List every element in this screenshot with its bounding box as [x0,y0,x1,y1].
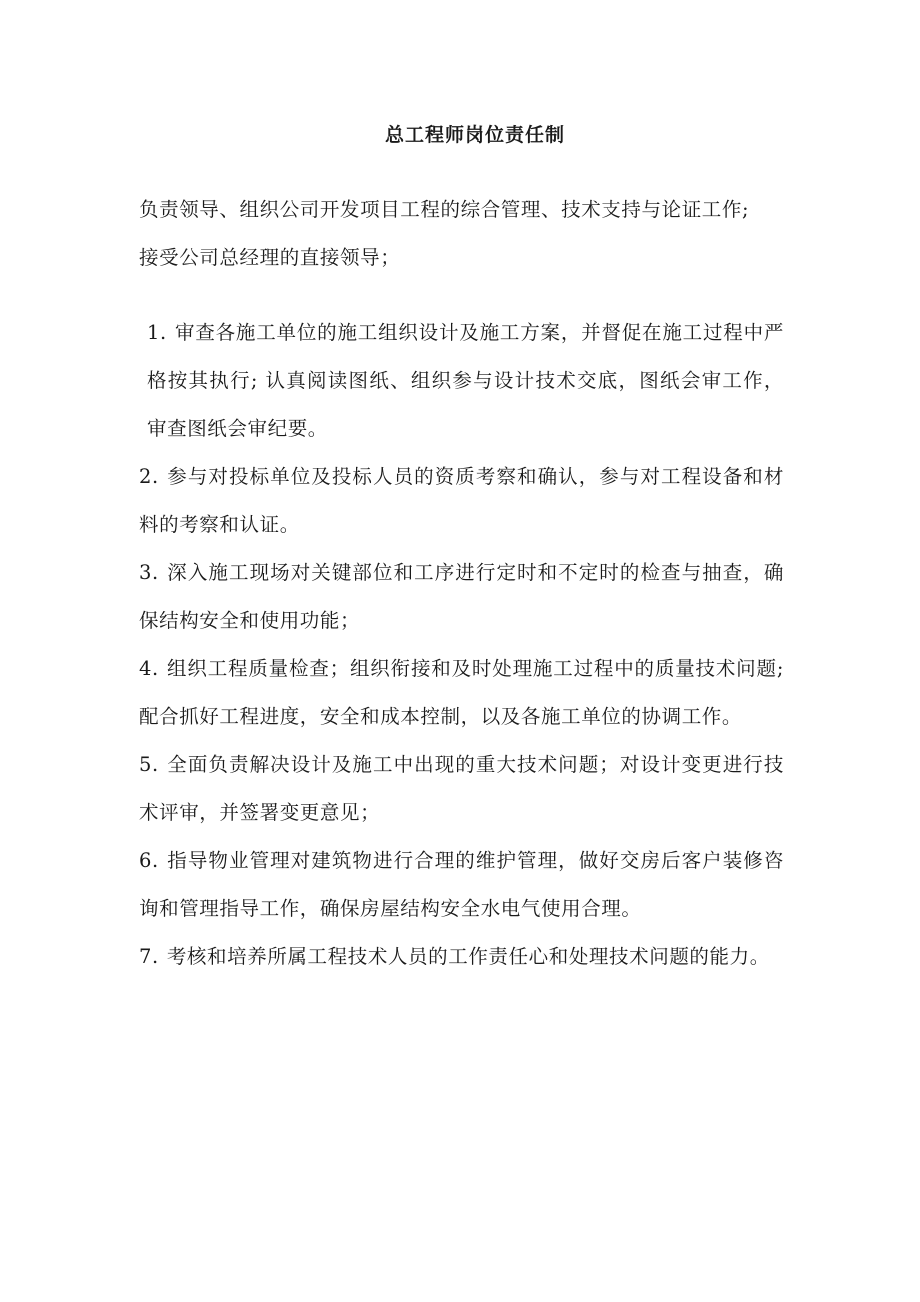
item-number: 5. [139,753,159,776]
list-item [139,453,784,549]
item-number: 4. [139,657,159,680]
item-number: 7. [139,945,159,968]
paragraph-spacer [139,282,784,309]
list-item [139,549,784,645]
item-text: 审查各施工单位的施工组织设计及施工方案，并督促在施工过程中严格按其执行; 认真阅读图纸、组织参与设计技术交底，图纸会审工作，审查图纸会审纪要。 [147,321,784,440]
item-number: 1. [147,321,167,344]
intro-line-2: 接受公司总经理的直接领导； [139,246,401,269]
document-title: 总工程师岗位责任制 [384,124,565,146]
item-text: 组织工程质量检查；组织衔接和及时处理施工过程中的质量技术问题; 配合抓好工程进度，安全和成本控制，以及各施工单位的协调工作。 [139,657,784,728]
list-item [139,933,784,981]
item-number: 3. [139,561,159,584]
list-item [139,837,784,933]
item-text: 深入施工现场对关键部位和工序进行定时和不定时的检查与抽查，确保结构安全和使用功能； [139,561,784,632]
item-text: 指导物业管理对建筑物进行合理的维护管理，做好交房后客户装修咨询和管理指导工作，确保房屋结构安全水电气使用合理。 [139,849,784,920]
item-number: 2. [139,465,159,488]
intro-line-1: 负责领导、组织公司开发项目工程的综合管理、技术支持与论证工作; [139,198,750,221]
item-text: 全面负责解决设计及施工中出现的重大技术问题；对设计变更进行技术评审，并签署变更意见； [139,753,784,824]
document-body [139,186,784,981]
list-item [139,741,784,837]
item-text: 考核和培养所属工程技术人员的工作责任心和处理技术问题的能力。 [166,945,770,968]
list-item [139,309,784,453]
item-text: 参与对投标单位及投标人员的资质考察和确认，参与对工程设备和材料的考察和认证。 [139,465,784,536]
item-number: 6. [139,849,159,872]
list-item [139,645,784,741]
